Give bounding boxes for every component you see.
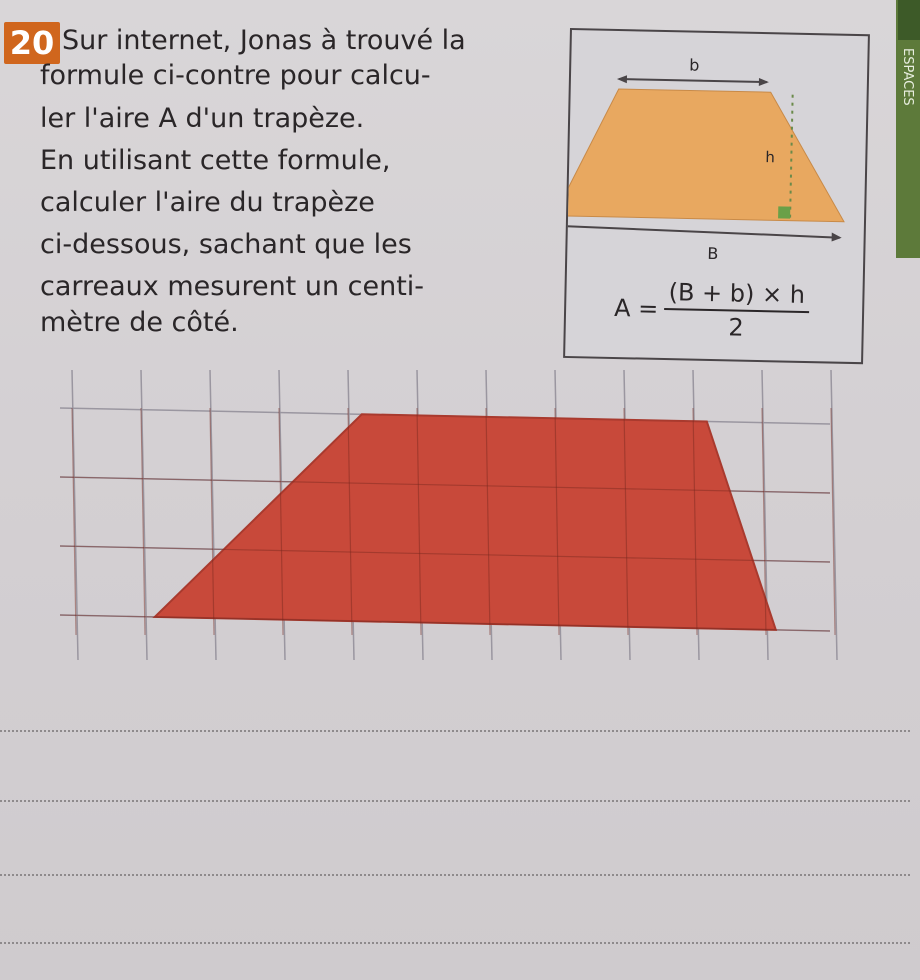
instruction-line: Sur internet, Jonas à trouvé la	[62, 25, 466, 56]
top-base-arrow	[617, 75, 769, 86]
instruction-line: En utilisant cette formule,	[40, 145, 391, 176]
instruction-line: formule ci-contre pour calcu-	[40, 60, 431, 91]
formula-numerator: (B + b) × h	[664, 278, 809, 313]
instruction-line: carreaux mesurent un centi-	[40, 271, 425, 302]
label-b: b	[689, 55, 700, 75]
instruction-line: ler l'aire A d'un trapèze.	[40, 103, 365, 134]
label-B: B	[707, 243, 719, 264]
orange-trapezoid	[565, 88, 847, 222]
right-angle-marker	[778, 206, 790, 218]
grid-svg	[60, 370, 850, 670]
bottom-base-arrow	[565, 226, 842, 242]
grid-figure	[60, 370, 850, 674]
answer-line[interactable]	[0, 798, 910, 802]
exercise-number-badge: 20	[4, 22, 60, 64]
instruction-line: calculer l'aire du trapèze	[40, 187, 375, 218]
answer-line[interactable]	[0, 940, 910, 944]
formula-denominator: 2	[728, 313, 745, 342]
grid-vertical-line	[72, 370, 78, 660]
answer-line[interactable]	[0, 728, 910, 732]
side-tab-label: ESPACES	[900, 48, 915, 106]
answer-line[interactable]	[0, 872, 910, 876]
formula-box	[563, 28, 870, 364]
grid-vertical-line	[831, 370, 837, 660]
instruction-line: mètre de côté.	[40, 307, 239, 338]
formula-lhs: A =	[613, 293, 659, 323]
label-h: h	[765, 148, 776, 167]
formula-fraction	[664, 278, 810, 343]
red-trapezoid	[155, 414, 776, 630]
instruction-line: ci-dessous, sachant que les	[40, 229, 412, 260]
area-formula	[613, 277, 809, 343]
side-tab-header	[898, 0, 920, 40]
